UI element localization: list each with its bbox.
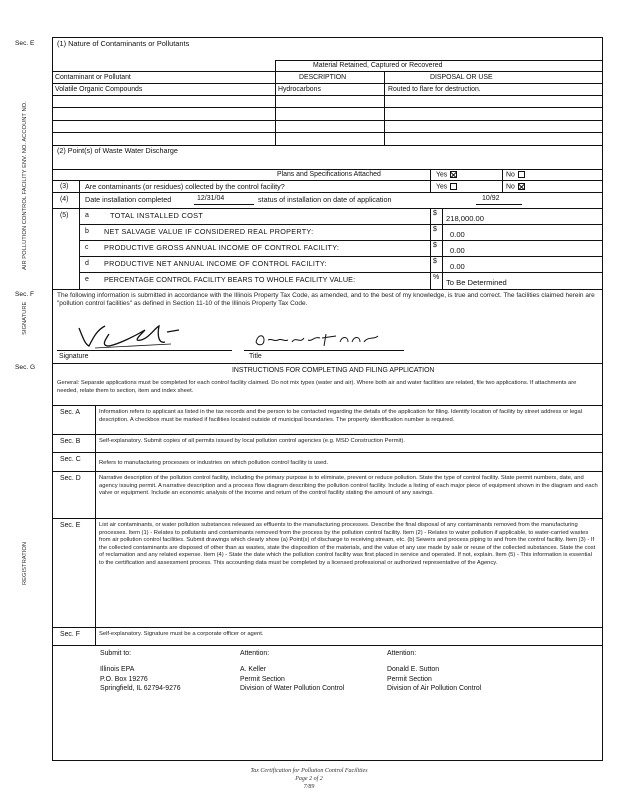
- q4-text-a: Date installation completed: [85, 195, 172, 204]
- cost-label: TOTAL INSTALLED COST: [110, 211, 204, 220]
- sec-f-text: The following information is submitted in accordance with the Illinois Property Tax Code, as amended, and to the best of my knowledge, is true and correct. The facilities claimed herein are "pollution control facilities" as defined in Section 11-10 of the Illinois Property Tax Code.: [57, 292, 595, 308]
- q4-status: 10/92: [482, 195, 500, 202]
- cost-value: 0.00: [450, 230, 465, 239]
- sec-c-label: Sec. C: [60, 456, 81, 463]
- cost-label: PERCENTAGE CONTROL FACILITY BEARS TO WHOLE FACILITY VALUE:: [104, 275, 356, 284]
- col-description: DESCRIPTION: [299, 74, 347, 81]
- q3-yes: Yes: [436, 183, 457, 191]
- material-header: Material Retained, Captured or Recovered: [313, 62, 443, 69]
- title-label: Title: [249, 353, 262, 360]
- q3-yes-checkbox[interactable]: [450, 183, 457, 190]
- submit-to: Submit to:: [100, 650, 132, 657]
- row1-contaminant: Volatile Organic Compounds: [55, 86, 143, 93]
- plans-yes: Yes: [436, 171, 457, 179]
- plans-no: No: [506, 171, 525, 179]
- plans-label: Plans and Specifications Attached: [277, 171, 381, 178]
- footer-title: Tax Certification for Pollution Control Facilities: [250, 768, 368, 774]
- sec-e-label: Sec. E: [15, 40, 35, 47]
- q3-no: No: [506, 183, 525, 191]
- cost-value: To Be Determined: [446, 278, 507, 287]
- cost-value: 0.00: [450, 262, 465, 271]
- row1-description: Hydrocarbons: [278, 86, 321, 93]
- sec-d-instructions: Narrative description of the pollution control facility, including the primary purpose is to eliminate, prevent or reduce pollution. State the type of control facility. State permit numbers, date, and agency issuing permit. A narrative description and a process flow diagram describing the pollution control facility. Include a listing of each major piece of equipment shown in the diagram and each valve or equipment. Include an economic analysis of the income and return of the control facility stating the amount of any savings.: [99, 475, 598, 497]
- col-disposal: DISPOSAL OR USE: [430, 74, 493, 81]
- general-instructions: General: Separate applications must be completed for each control facility claimed. Do not mix types (water and air). Where both air and water facilities are related, file two applications. If attachments are needed, relate them to section, item and index sheet.: [57, 380, 577, 394]
- sec-d-label: Sec. D: [60, 475, 81, 482]
- sec-f-instructions: Self-explanatory. Signature must be a corporate officer or agent.: [99, 631, 264, 637]
- q4-date: 12/31/04: [197, 195, 225, 202]
- footer-date: 7/89: [303, 784, 315, 790]
- attention-water: Attention:: [240, 650, 270, 657]
- item1-title: (1) Nature of Contaminants or Pollutants: [57, 39, 190, 48]
- q3-text: Are contaminants (or residues) collected by the control facility?: [85, 182, 285, 191]
- sec-f-instr-label: Sec. F: [60, 631, 80, 638]
- sec-e-instr-label: Sec. E: [60, 522, 81, 529]
- side-stamp-registration: REGISTRATION: [22, 541, 28, 585]
- item2-title: (2) Point(s) of Waste Water Discharge: [57, 146, 178, 155]
- sec-g-title: INSTRUCTIONS FOR COMPLETING AND FILING APPLICATION: [232, 367, 435, 374]
- q4-text-b: status of installation on date of application: [258, 195, 392, 204]
- plans-no-checkbox[interactable]: [518, 171, 525, 178]
- sec-g-label: Sec. G: [15, 364, 36, 371]
- application-page: Sec. E Sec. F Sec. G AIR POLLUTION CONTROL FACILITY ENV. NO. ACCOUNT NO. SIGNATURE REGISTRATION (1) Nature of Contaminants or Pollutants Material Retained, Captured or Recovered Contaminant or Pollutant DESCRIPTION DISPOSAL OR USE Volatile Organic Compounds Hydrocarbons Routed to flare for destruction. (2) Point(s) of Waste Water Discharge Plans and Specifications Attached Yes No (3) Are contaminants (or residues) collected by the control facility? Yes No (4) Date installation completed 12/31/04 status of installation on date of application 10/92 (5) a TOTAL INSTALLED COST $ 218,000.00 b NET SALVAGE VALUE IF CONSIDERED REAL PROPERTY: $ 0.00 c PRODUCTIVE GROSS ANNUAL INCOME OF CONTROL FACILITY: $ 0.00 d PRODUCTIVE NET ANNUAL INCOME OF CONTROL FACILITY: $ 0.00 e PERCENTAGE CONTROL FACILITY BEARS TO WHOLE FACILITY VALUE: % To Be Determined The following information is submitted in accordance with the Illinois Property Tax Code, as amended, and to the best of my knowledge, is true and correct. The facilities claimed herein are "pollution control facilities" as defined in Section 11-10 of the Illinois Property Tax Code. Signature Title INSTRUCTIONS FOR COMPLETING AND FILING APPLICATION General: Separate applications must be completed for each control facility claimed. Do not mix types (water and air). Where both air and water facilities are related, file two applications. If attachments are needed, relate them to section, item and index sheet. Sec. A Information refers to applicant as listed in the tax records and the person to be contacted regarding the details of the application for filing. Identify location of facility by street address or legal description. A checkbox must be marked if facilities located outside of municipal boundaries. The property identification number is required. Sec. B Self-explanatory. Submit copies of all permits issued by local pollution control agencies (e.g. MSD Construction Permit). Sec. C Refers to manufacturing processes or industries on which pollution control facility is used. Sec. D Narrative description of the pollution control facility, including the primary purpose is to eliminate, prevent or reduce pollution. State the type of control facility. State permit numbers, date, and agency issuing permit. A narrative description and a process flow diagram describing the pollution control facility. Include a listing of each major piece of equipment shown in the diagram and each valve or equipment. Include an economic analysis of the income and return of the control facility stating the amount of any savings. Sec. E List air contaminants, or water pollution substances released as effluents to the manufacturing processes. Describe the final disposal of any contaminants removed from the manufacturing processes. Item (1) - Relates to pollutants and contaminants removed from the process by the pollution control facility. Item (2) - Relates to water pollution if applicable, to water-carried wastes from air pollution control facilities. Submit drawings which clearly show (a) Point(s) of discharge to receiving stream, etc. (b) Sewers and process piping to and from the control facility. Item (3) - If the collected contaminants are disposed of other than as wastes, state the disposition of the materials, and the value of any use made by sale or reuse of the collected substances. State the cost of reclamation and any related expense. Item (4) - State the date which the pollution control facility was first placed in service and operated. If not, explain. Item (5) - This information is essential to the certification and assessment process. This accounting data must be completed by a licensed professional or authorized representative of the Agency. Sec. F Self-explanatory. Signature must be a corporate officer or agent. Submit to: Attention: Attention: Illinois EPA P.O. Box 19276 Springfield, IL 62794-9276 A. Keller Permit Section Division of Water Pollution Control Donald E. Sutton Permit Section Division of Air Pollution Control Tax Certification for Pollution Control Facilities Page 2 of 2 7/89: [0, 0, 618, 800]
- address-epa: Illinois EPA P.O. Box 19276 Springfield, IL 62794-9276: [100, 666, 181, 692]
- cost-value: 218,000.00: [446, 214, 485, 223]
- col-contaminant: Contaminant or Pollutant: [55, 74, 131, 81]
- sec-a-instructions: Information refers to applicant as listed in the tax records and the person to be contacted regarding the details of the application for filing. Identify location of facility by street address or legal description. A checkbox must be marked if facilities located outside of municipal boundaries. The property identification number is required.: [99, 409, 583, 423]
- sec-c-instructions: Refers to manufacturing processes or industries on which pollution control facility is used.: [99, 460, 329, 466]
- signature-label: Signature: [59, 353, 89, 360]
- attention-air: Attention:: [387, 650, 417, 657]
- q4-num: (4): [60, 196, 69, 203]
- cost-label: PRODUCTIVE NET ANNUAL INCOME OF CONTROL FACILITY:: [104, 259, 327, 268]
- sec-b-instructions: Self-explanatory. Submit copies of all permits issued by local pollution control agencies (e.g. MSD Construction Permit).: [99, 438, 405, 444]
- cost-label: PRODUCTIVE GROSS ANNUAL INCOME OF CONTROL FACILITY:: [104, 243, 340, 252]
- sec-f-label: Sec. F: [15, 291, 35, 298]
- plans-yes-checkbox[interactable]: [450, 171, 457, 178]
- q3-no-checkbox[interactable]: [518, 183, 525, 190]
- address-air-division: Donald E. Sutton Permit Section Division of Air Pollution Control: [387, 666, 482, 692]
- sec-e-instructions: List air contaminants, or water pollution substances released as effluents to the manufacturing processes. Describe the final disposal of any contaminants removed from the manufacturing processes. Item (1) - Relates to pollutants and contaminants removed from the process by the pollution control facility. Item (2) - Relates to water pollution if applicable, to water-carried wastes from air pollution control facilities. Submit drawings which clearly show (a) Point(s) of discharge to receiving stream, etc. (b) Sewers and process piping to and from the control facility. Item (3) - If the collected contaminants are disposed of other than as wastes, state the disposition of the materials, and the value of any use made by sale or reuse of the collected substances. State the cost of reclamation and any related expense. Item (4) - State the date which the pollution control facility was first placed in service and operated. If not, explain. Item (5) - This information is essential to the certification and assessment process. This accounting data must be completed by a licensed professional or authorized representative of the Agency.: [99, 522, 596, 566]
- row1-disposal: Routed to flare for destruction.: [388, 86, 481, 93]
- sec-a-label: Sec. A: [60, 409, 80, 416]
- address-water-division: A. Keller Permit Section Division of Water Pollution Control: [240, 666, 345, 692]
- side-stamp-signature: SIGNATURE: [22, 301, 28, 335]
- q3-num: (3): [60, 183, 69, 190]
- side-stamp-top: AIR POLLUTION CONTROL FACILITY ENV. NO. ACCOUNT NO.: [22, 101, 28, 270]
- cost-value: 0.00: [450, 246, 465, 255]
- sec-b-label: Sec. B: [60, 438, 81, 445]
- signature-mark: [75, 318, 185, 352]
- footer-page: Page 2 of 2: [295, 776, 323, 782]
- q5-num: (5): [60, 212, 69, 219]
- cost-label: NET SALVAGE VALUE IF CONSIDERED REAL PROPERTY:: [104, 227, 314, 236]
